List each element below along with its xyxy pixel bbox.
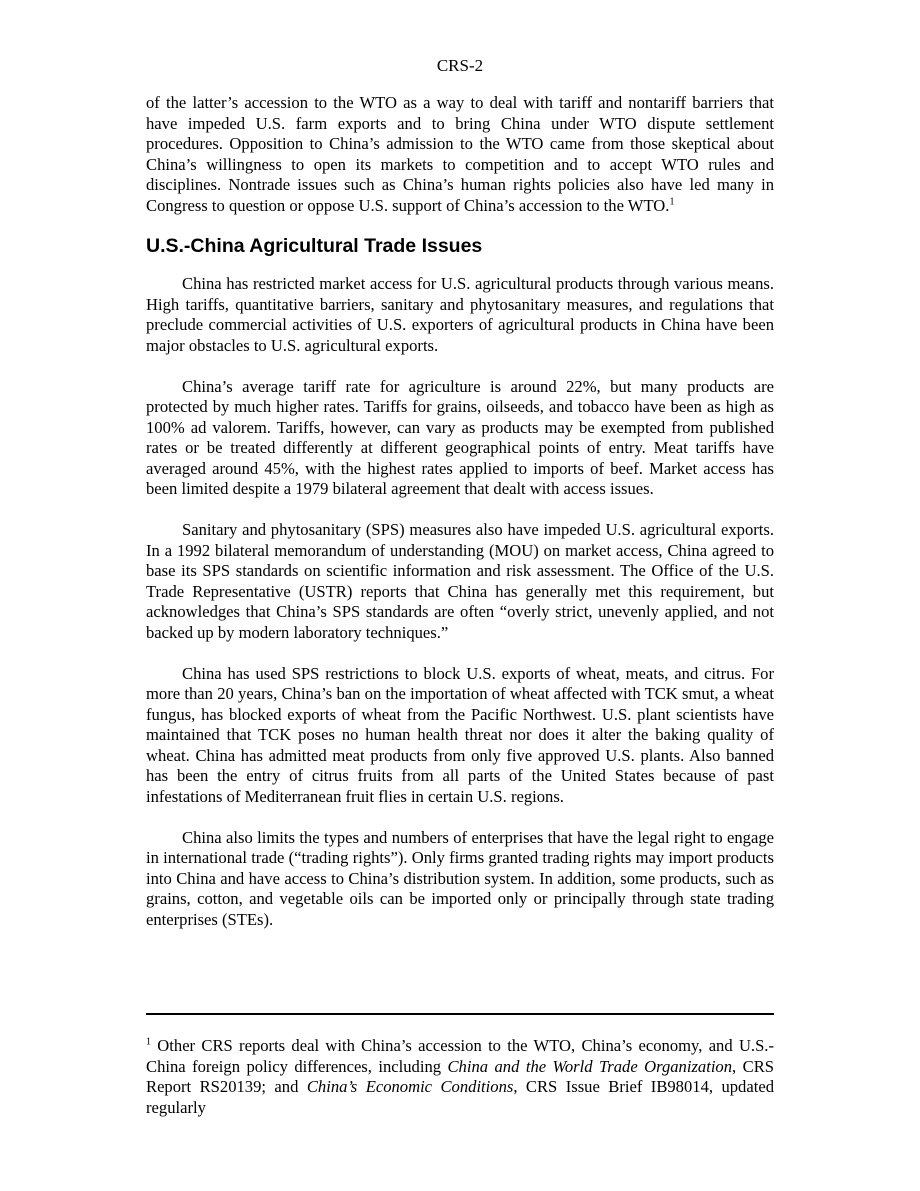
footnote-text-3: , CRS Issue Brief IB98014, updated regularly xyxy=(146,1077,774,1117)
intro-paragraph xyxy=(146,93,774,216)
footnote-title-economic-conditions: China’s Economic Conditions xyxy=(306,1077,514,1096)
paragraph-sps-restrictions: China has used SPS restrictions to block U.S. exports of wheat, meats, and citrus. For more than 20 years, China’s ban on the importation of wheat affected with TCK smut, a wheat fungus, has blocked exports of wheat from the Pacific Northwest. U.S. plant scientists have maintained that TCK poses no human health threat nor does it alter the baking quality of wheat. China has admitted meat products from only five approved U.S. plants. Also banned has been the entry of citrus fruits from all parts of the United States because of past infestations of Mediterranean fruit flies in certain U.S. regions. xyxy=(146,663,774,806)
footnote xyxy=(146,1036,774,1118)
intro-paragraph-text: of the latter’s accession to the WTO as a way to deal with tariff and nontariff barriers that have impeded U.S. farm exports and to bring China under WTO dispute settlement procedures. Opposition to China’s admission to the WTO came from those skeptical about China’s willingness to open its markets to competition and to accept WTO rules and disciplines. Nontrade issues such as China’s human rights policies also have led many in Congress to question or oppose U.S. support of China’s accession to the WTO. xyxy=(146,93,774,215)
footnote-reference-marker[interactable]: 1 xyxy=(669,195,675,207)
footnote-text-1: Other CRS reports deal with China’s accession to the WTO, China’s economy, and U.S.-China foreign policy differences, including xyxy=(146,1036,774,1076)
footnote-divider xyxy=(146,1013,774,1015)
page-number-header: CRS-2 xyxy=(436,56,484,75)
footnote-text-2: , CRS Report RS20139; and xyxy=(146,1056,774,1096)
paragraph-trading-rights: China also limits the types and numbers of enterprises that have the legal right to engage in international trade (“trading rights”). Only firms granted trading rights may import products into China and have access to China’s distribution system. In addition, some products, such as grains, cotton, and vegetable oils can be imported only or principally through state trading enterprises (STEs). xyxy=(146,827,774,929)
footnote-marker: 1 xyxy=(146,1036,151,1048)
paragraph-tariffs: China’s average tariff rate for agriculture is around 22%, but many products are protected by much higher rates. Tariffs for grains, oilseeds, and tobacco have been as high as 100% ad valorem. Tariffs, however, can vary as products may be exempted from published rates or be treated differently at different geographical points of entry. Meat tariffs have averaged around 45%, with the highest rates applied to imports of beef. Market access has been limited despite a 1979 bilateral agreement that dealt with access issues. xyxy=(146,376,774,498)
paragraph-market-access: China has restricted market access for U.S. agricultural products through various means. High tariffs, quantitative barriers, sanitary and phytosanitary measures, and regulations that preclude commercial activities of U.S. exporters of agricultural products in China have been major obstacles to U.S. agricultural exports. xyxy=(146,274,774,355)
section-heading: U.S.-China Agricultural Trade Issues xyxy=(146,235,483,257)
paragraph-sps-measures: Sanitary and phytosanitary (SPS) measures also have impeded U.S. agricultural exports. In a 1992 bilateral memorandum of understanding (MOU) on market access, China agreed to base its SPS standards on scientific information and risk assessment. The Office of the U.S. Trade Representative (USTR) reports that China has generally met this requirement, but acknowledges that China’s SPS standards are often “overly strict, unevenly applied, and not backed up by modern laboratory techniques.” xyxy=(146,520,774,642)
document-body xyxy=(146,93,774,930)
footnote-title-wto: China and the World Trade Organization xyxy=(447,1056,733,1076)
